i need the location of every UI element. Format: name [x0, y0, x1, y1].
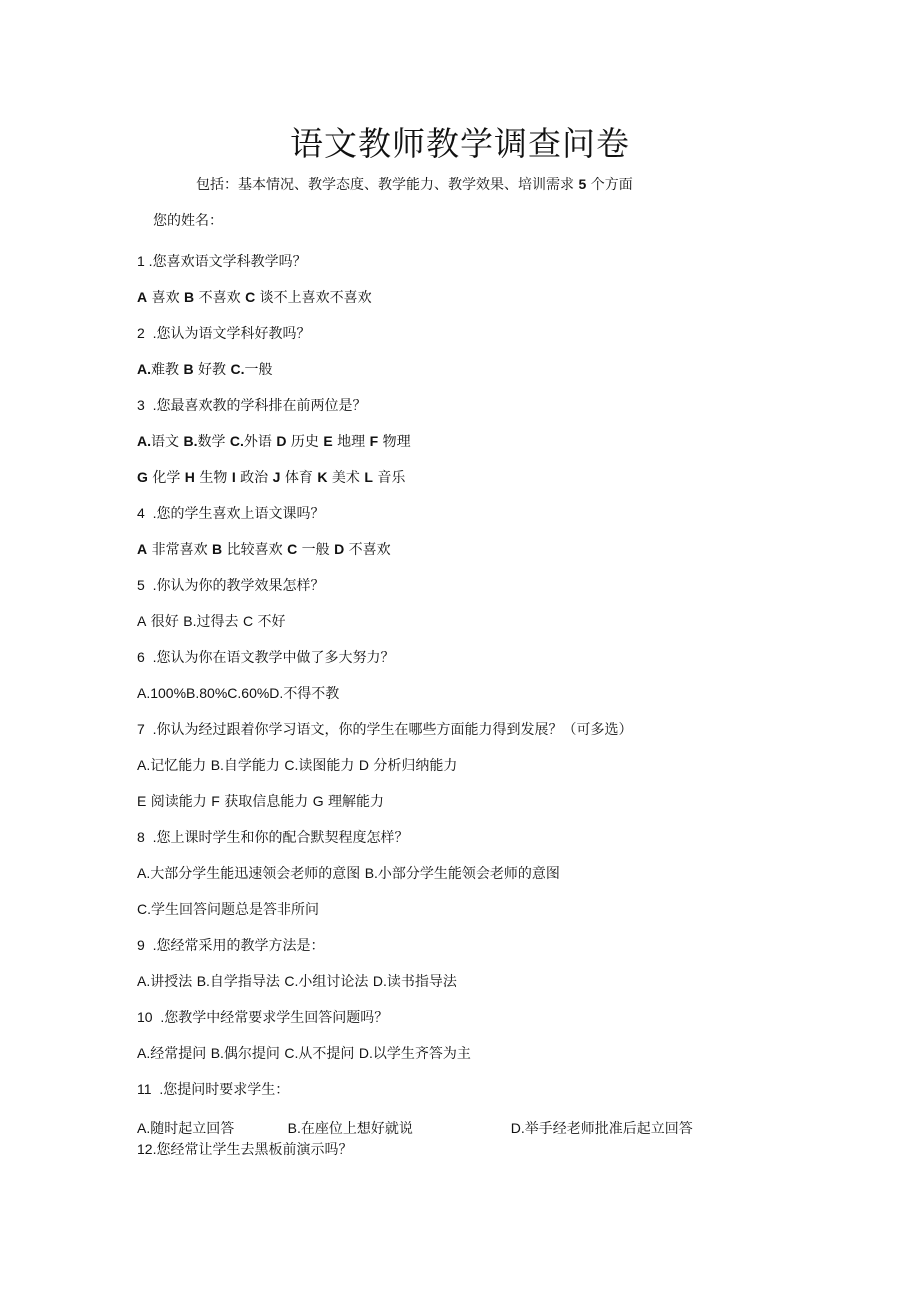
text-segment: A. — [137, 1045, 151, 1061]
text-segment: 数学 — [197, 434, 230, 450]
text-segment: 一般 — [244, 362, 273, 378]
text-segment: 化学 — [147, 470, 185, 486]
text-segment: 语文 — [151, 434, 184, 450]
answer-options — [137, 971, 457, 991]
text-segment: E — [137, 793, 147, 809]
text-segment: 12. — [137, 1141, 157, 1157]
text-segment: D — [276, 433, 287, 449]
text-segment: 读书指导法 — [386, 974, 457, 990]
subtitle — [196, 174, 633, 194]
text-segment: 您认为你在语文教学中做了多大努力？ — [156, 650, 395, 666]
text-segment: 小组讨论法 — [298, 974, 373, 990]
text-segment: 您最喜欢教的学科排在前两位是？ — [156, 398, 367, 414]
text-segment: 举手经老师批准后起立回答 — [524, 1121, 693, 1137]
text-segment: 您的学生喜欢上语文课吗？ — [156, 506, 325, 522]
text-segment: C — [242, 613, 254, 629]
text-segment: 5 — [578, 176, 587, 192]
text-segment: E — [323, 433, 333, 449]
text-segment: 生物 — [194, 470, 232, 486]
text-segment: 理解能力 — [323, 794, 385, 810]
question — [137, 395, 366, 415]
text-segment: 您上课时学生和你的配合默契程度怎样？ — [156, 830, 409, 846]
text-segment: 随时起立回答 — [150, 1121, 288, 1137]
text-segment: 自学指导法 — [209, 974, 285, 990]
answer-options — [137, 539, 391, 559]
question — [137, 1079, 289, 1099]
text-segment: A — [137, 541, 148, 557]
text-segment: J — [272, 469, 281, 485]
text-segment: D. — [358, 1045, 373, 1061]
text-segment: A.100%B.80%C.60%D. — [137, 685, 284, 701]
text-segment: 外语 — [243, 434, 277, 450]
text-segment: K — [317, 469, 328, 485]
question — [137, 827, 408, 847]
text-segment: 好教 — [193, 362, 231, 378]
text-segment: I — [231, 469, 236, 485]
text-segment: 2 . — [137, 325, 157, 341]
text-segment: 您喜欢语文学科教学吗？ — [152, 254, 307, 270]
text-segment: 你认为经过跟着你学习语文，你的学生在哪些方面能力得到发展？（可多选） — [156, 722, 633, 738]
text-segment: 比较喜欢 — [222, 542, 288, 558]
text-segment: 1 . — [137, 253, 153, 269]
text-segment: 记忆能力 — [150, 758, 211, 774]
text-segment: 您提问时要求学生： — [163, 1082, 290, 1098]
text-segment: 偶尔提问 — [223, 1046, 285, 1062]
text-segment: 政治 — [235, 470, 273, 486]
text-segment: 学生回答问题总是答非所问 — [151, 902, 319, 918]
text-segment: 很好 — [146, 614, 184, 630]
text-segment: C. — [284, 757, 299, 773]
text-segment: 不得不教 — [283, 686, 340, 702]
text-segment: 音乐 — [372, 470, 406, 486]
text-segment: 讲授法 — [150, 974, 197, 990]
text-segment: 历史 — [286, 434, 324, 450]
text-segment: 经常提问 — [150, 1046, 211, 1062]
text-segment: 体育 — [280, 470, 318, 486]
text-segment: C. — [230, 361, 245, 377]
text-segment: B. — [287, 1120, 301, 1136]
question — [137, 1007, 388, 1027]
text-segment: 获取信息能力 — [219, 794, 313, 810]
question — [137, 575, 324, 595]
text-segment: C. — [137, 901, 151, 917]
question — [137, 503, 324, 523]
answer-options — [137, 899, 319, 919]
text-segment: A — [137, 289, 148, 305]
text-segment: 一般 — [297, 542, 335, 558]
text-segment: 个方面 — [586, 177, 633, 193]
text-segment: B. — [183, 613, 197, 629]
text-segment: B. — [364, 865, 378, 881]
text-segment: 不喜欢 — [344, 542, 391, 558]
text-segment: 9 . — [137, 937, 157, 953]
text-segment: 包括：基本情况、教学态度、教学能力、教学效果、培训需求 — [196, 177, 579, 193]
question — [137, 647, 394, 667]
text-segment: 您教学中经常要求学生回答问题吗？ — [164, 1010, 389, 1026]
answer-options — [137, 683, 339, 703]
answer-options — [137, 791, 384, 811]
text-segment: 难教 — [151, 362, 184, 378]
text-segment: 4 . — [137, 505, 157, 521]
text-segment: 10 . — [137, 1009, 165, 1025]
answer-options — [137, 863, 560, 883]
text-segment: A. — [137, 433, 151, 449]
text-segment: D. — [372, 973, 387, 989]
text-segment: B. — [210, 1045, 224, 1061]
answer-options — [137, 755, 457, 775]
text-segment: B — [184, 289, 195, 305]
answer-options — [137, 431, 411, 451]
text-segment: D. — [510, 1120, 525, 1136]
answer-options — [137, 1043, 471, 1063]
text-segment: D — [358, 757, 369, 773]
text-segment: A. — [137, 361, 151, 377]
question — [137, 719, 632, 739]
text-segment: B — [212, 541, 223, 557]
text-segment: 6 . — [137, 649, 157, 665]
text-segment: B. — [210, 757, 224, 773]
text-segment: F — [369, 433, 379, 449]
text-segment: A. — [137, 1120, 151, 1136]
text-segment: 非常喜欢 — [147, 542, 213, 558]
text-segment: L — [364, 469, 373, 485]
text-segment: 3 . — [137, 397, 157, 413]
question — [137, 1139, 352, 1159]
text-segment: C — [287, 541, 298, 557]
text-segment: 自学能力 — [223, 758, 285, 774]
text-segment: 美术 — [327, 470, 365, 486]
text-segment: 阅读能力 — [146, 794, 212, 810]
text-segment: F — [211, 793, 220, 809]
text-segment: C. — [229, 433, 244, 449]
text-segment: 11 . — [137, 1081, 164, 1097]
answer-options — [137, 359, 272, 379]
text-segment: 大部分学生能迅速领会老师的意图 — [150, 866, 365, 882]
question — [137, 323, 310, 343]
text-segment: 在座位上想好就说 — [300, 1121, 511, 1137]
text-segment: 物理 — [378, 434, 411, 450]
text-segment: 地理 — [332, 434, 370, 450]
answer-options — [137, 611, 286, 631]
text-segment: C — [245, 289, 256, 305]
text-segment: 以学生齐答为主 — [372, 1046, 471, 1062]
text-segment: 喜欢 — [147, 290, 185, 306]
name-label: 您的姓名： — [153, 213, 223, 229]
text-segment: 你认为你的教学效果怎样？ — [156, 578, 325, 594]
answer-options — [137, 1118, 693, 1138]
page-title: 语文教师教学调查问卷 — [290, 124, 630, 163]
text-segment: 8 . — [137, 829, 157, 845]
question — [137, 251, 307, 271]
text-segment: 7 . — [137, 721, 157, 737]
text-segment: 您经常让学生去黑板前演示吗？ — [156, 1142, 353, 1158]
text-segment: A — [137, 613, 147, 629]
text-segment: C. — [284, 1045, 299, 1061]
text-segment: 从不提问 — [298, 1046, 359, 1062]
text-segment: 分析归纳能力 — [368, 758, 458, 774]
text-segment: B — [183, 361, 194, 377]
text-segment: 不好 — [253, 614, 286, 630]
text-segment: G — [312, 793, 324, 809]
text-segment: G — [137, 469, 148, 485]
question — [137, 935, 324, 955]
text-segment: A. — [137, 973, 151, 989]
answer-options — [137, 287, 372, 307]
text-segment: A. — [137, 865, 151, 881]
text-segment: 不喜欢 — [194, 290, 246, 306]
text-segment: H — [184, 469, 195, 485]
text-segment: D — [334, 541, 345, 557]
text-segment: 读图能力 — [298, 758, 359, 774]
answer-options — [137, 467, 405, 487]
text-segment: 谈不上喜欢不喜欢 — [255, 290, 372, 306]
text-segment: 您认为语文学科好教吗？ — [156, 326, 311, 342]
text-segment: 小部分学生能领会老师的意图 — [377, 866, 560, 882]
text-segment: 过得去 — [196, 614, 243, 630]
text-segment: 5 . — [137, 577, 157, 593]
text-segment: B. — [196, 973, 210, 989]
text-segment: 您经常采用的教学方法是： — [156, 938, 325, 954]
text-segment: C. — [284, 973, 299, 989]
text-segment: B. — [183, 433, 198, 449]
text-segment: A. — [137, 757, 151, 773]
